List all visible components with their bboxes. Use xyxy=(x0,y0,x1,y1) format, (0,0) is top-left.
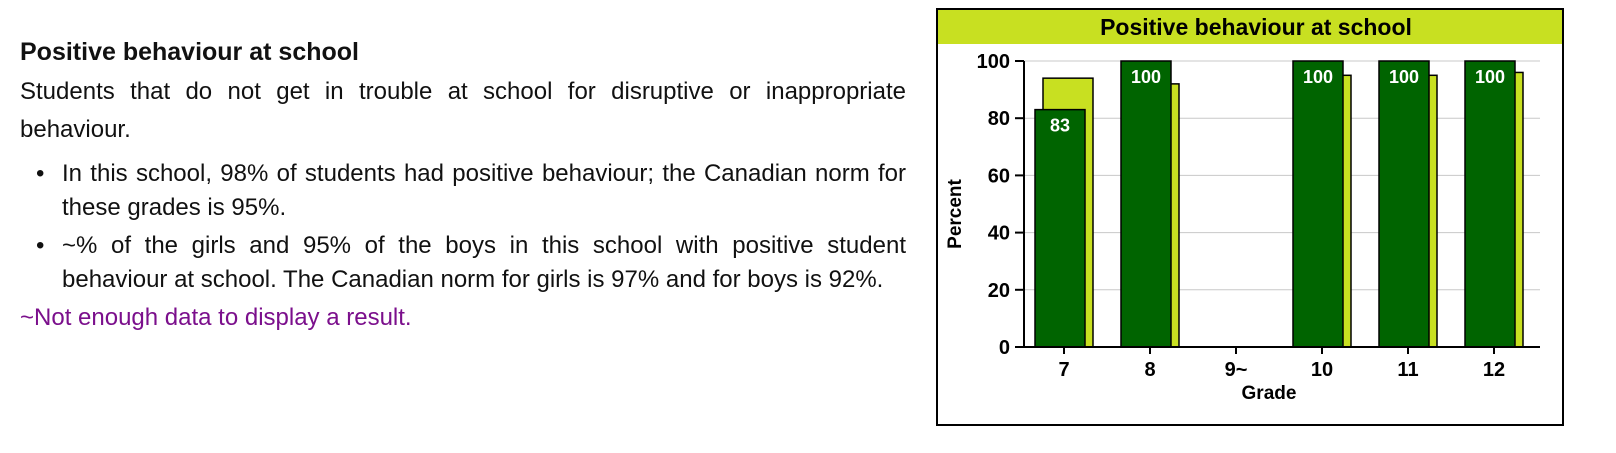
x-tick-label: 10 xyxy=(1310,359,1334,381)
x-tick-label: 8 xyxy=(1144,359,1156,381)
bar-value-label: 100 xyxy=(1130,67,1162,87)
school-bar xyxy=(1293,61,1343,347)
bars xyxy=(1035,61,1523,347)
bar-value-label: 100 xyxy=(1388,67,1420,87)
x-tick-label: 12 xyxy=(1482,359,1506,381)
footnote: ~Not enough data to display a result. xyxy=(20,304,412,331)
section-heading: Positive behaviour at school xyxy=(20,38,359,66)
chart-frame xyxy=(936,8,1564,426)
y-tick-label: 0 xyxy=(998,337,1010,359)
y-axis-label: Percent xyxy=(945,179,966,249)
bar-value-label: 83 xyxy=(1049,115,1071,136)
y-tick-label: 20 xyxy=(987,279,1010,302)
bullet-item xyxy=(20,157,906,225)
x-tick-label: 11 xyxy=(1397,359,1419,381)
bullet-text: ~% of the girls and 95% of the boys in this school with positive student behaviour at school. The Canadian norm for girls is 97% and for boys is 92%. xyxy=(62,232,906,293)
bar-value-label: 100 xyxy=(1302,67,1334,87)
x-tick-label: 9~ xyxy=(1224,359,1248,381)
bullet-item xyxy=(20,229,906,297)
bar-value-label: 100 xyxy=(1474,67,1506,87)
text-panel xyxy=(20,38,906,335)
school-bar xyxy=(1379,61,1429,347)
bullet-text: In this school, 98% of students had positive behaviour; the Canadian norm for these grades is 95%. xyxy=(62,160,906,221)
school-bar xyxy=(1035,110,1085,347)
chart-title: Positive behaviour at school xyxy=(1100,14,1412,40)
x-axis-label: Grade xyxy=(1241,383,1297,404)
y-tick-label: 60 xyxy=(987,165,1010,188)
bar-chart xyxy=(938,10,1562,424)
school-bar xyxy=(1121,61,1171,347)
y-tick-label: 40 xyxy=(987,222,1010,245)
y-tick-label: 100 xyxy=(976,51,1010,73)
school-bar xyxy=(1465,61,1515,347)
gridlines xyxy=(1024,61,1540,290)
section-description: Students that do not get in trouble at school for disruptive or inappropriate behaviour. xyxy=(20,78,906,143)
bullet-dot-icon: • xyxy=(36,160,45,187)
bullet-list xyxy=(20,157,906,297)
bullet-dot-icon: • xyxy=(36,232,45,259)
x-tick-label: 7 xyxy=(1058,359,1070,381)
y-tick-label: 80 xyxy=(987,108,1010,131)
